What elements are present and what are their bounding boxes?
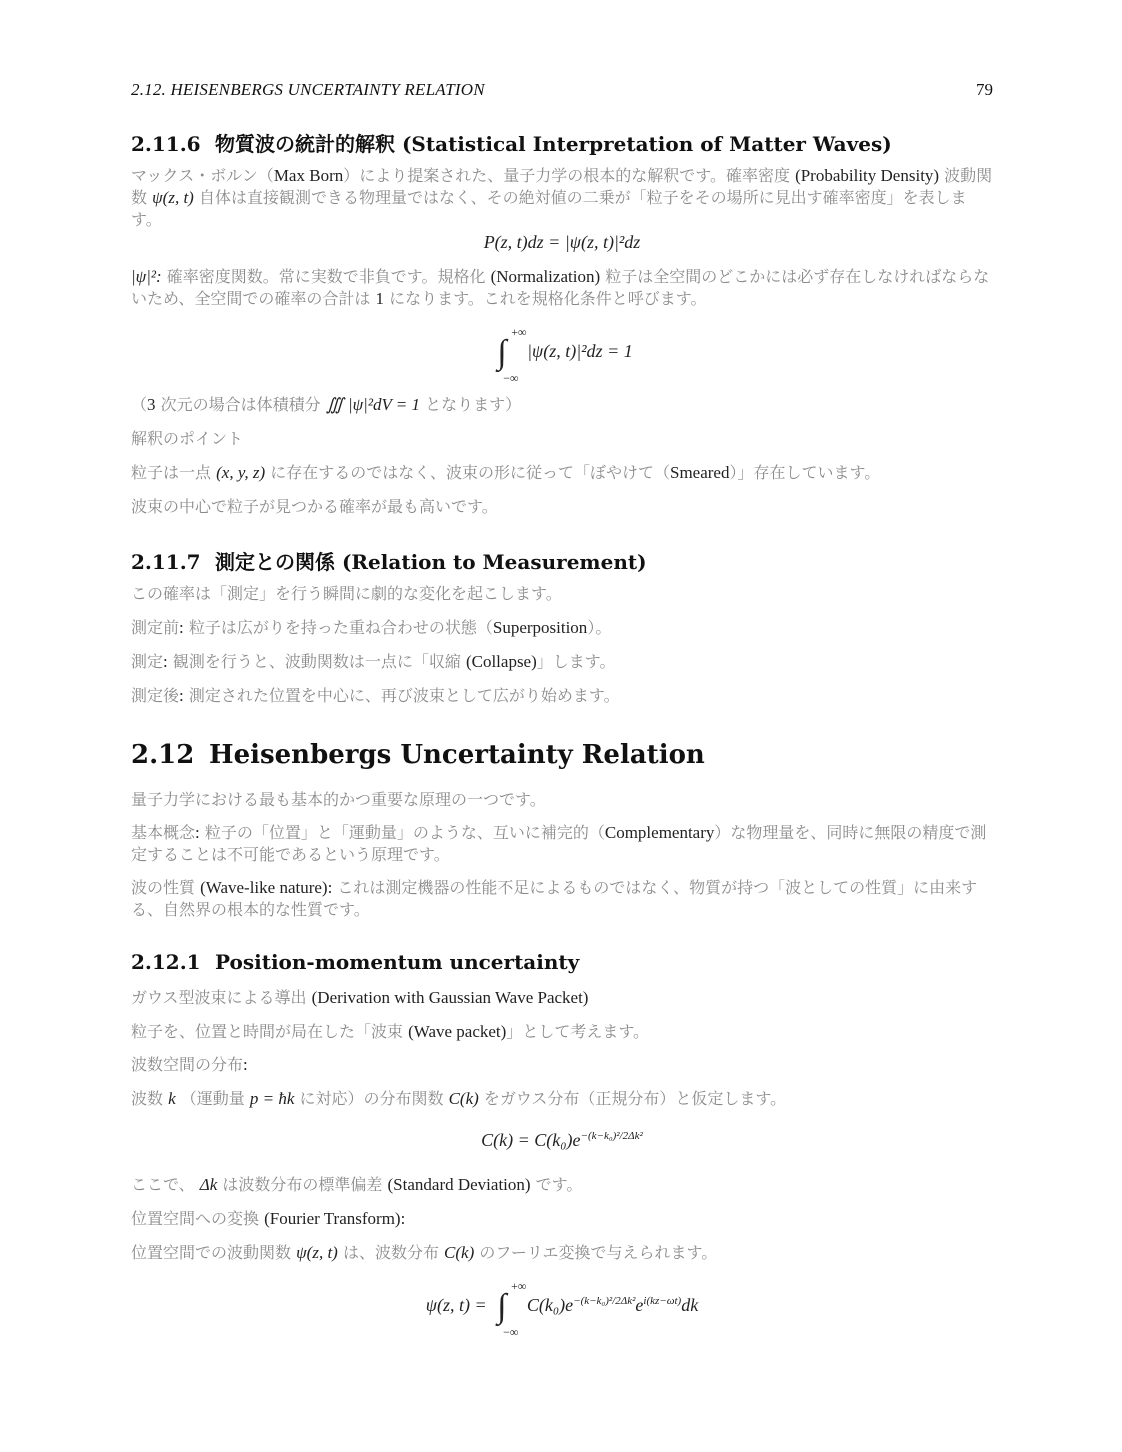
equation-text: C(k) = C(k₀)e — [481, 1130, 581, 1150]
text-en: Max Born — [273, 166, 344, 185]
text: 位置空間への変換 — [131, 1209, 260, 1228]
text: 波動関数 — [131, 166, 993, 207]
text: は、波数分布 — [342, 1243, 439, 1262]
integral-upper-limit: +∞ — [511, 325, 527, 339]
running-title: 2.12. HEISENBERGS UNCERTAINTY RELATION — [131, 80, 485, 99]
text: 波数空間の分布 — [131, 1055, 244, 1074]
text: となります） — [425, 395, 522, 414]
text: に対応）の分布関数 — [299, 1089, 444, 1108]
text: 測定前 — [131, 618, 180, 637]
equation-fourier-integral — [131, 1279, 993, 1339]
text: 基本概念 — [131, 823, 196, 842]
text: 粒子は広がりを持った重ね合わせの状態（ — [188, 618, 493, 637]
text: （ — [131, 395, 148, 414]
heading-2-11-6 — [131, 128, 993, 157]
text: のフーリエ変換で与えられます。 — [479, 1243, 718, 1262]
heading-text: 物質波の統計的解釈 (Statistical Interpretation of Matter Waves) — [215, 132, 892, 156]
heading-number: 2.11.6 — [131, 132, 201, 156]
paragraph-wavenumber-space — [131, 1054, 993, 1076]
text-en: : — [163, 652, 168, 671]
text: 観測を行うと、波動関数は一点に「収縮 — [172, 652, 461, 671]
text: に存在するのではなく、波束の形に従って「ぼやけて（ — [270, 463, 670, 482]
paragraph-distribution-function — [131, 1088, 993, 1110]
text-en: (Fourier Transform): — [264, 1209, 406, 1228]
math-inline: k — [168, 1089, 176, 1108]
text-en: (Derivation with Gaussian Wave Packet) — [311, 988, 589, 1007]
math-inline: C(k) — [448, 1089, 479, 1108]
text: ）。 — [587, 618, 612, 637]
heading-number: 2.12.1 — [131, 950, 201, 974]
paragraph-position-wavefunction — [131, 1242, 993, 1264]
page-number: 79 — [976, 80, 993, 99]
text: 」します。 — [536, 652, 616, 671]
math-inline: (x, y, z) — [216, 463, 266, 482]
paragraph-born — [131, 165, 993, 231]
text: ここで、 — [131, 1175, 195, 1194]
text: 」として考えます。 — [506, 1022, 650, 1041]
heading-2-12 — [131, 740, 993, 770]
integral-sign: ∫ +∞ −∞ — [497, 1279, 527, 1339]
text-en: (Normalization) — [490, 267, 601, 286]
paragraph-wave-packet — [131, 1021, 993, 1043]
paragraph-3d-case — [131, 394, 993, 416]
equation-normalization — [131, 325, 993, 385]
paragraph-measurement — [131, 651, 993, 673]
integral-sign: ∫ +∞ −∞ — [497, 325, 527, 385]
text: ガウス型波束による導出 — [131, 988, 307, 1007]
paragraph-normalization — [131, 266, 993, 310]
equation-lhs: ψ(z, t) = — [425, 1295, 487, 1316]
equation-text: |ψ(z, t)|²dz = 1 — [527, 341, 633, 362]
equation-text: dk — [681, 1295, 699, 1316]
text: ）」存在しています。 — [729, 463, 881, 482]
paragraph-smeared — [131, 462, 993, 484]
paragraph-fundamental-principle: 量子力学における最も基本的かつ重要な原理の一つです。 — [131, 790, 546, 809]
integral-upper-limit: +∞ — [511, 1279, 527, 1293]
text-en: : — [179, 618, 184, 637]
math-inline: |ψ|²: — [131, 267, 162, 286]
equation-text: P(z, t)dz = |ψ(z, t)|²dz — [483, 232, 641, 252]
running-header — [131, 80, 993, 102]
text-en: Complementary — [604, 823, 715, 842]
paragraph-gaussian-derivation — [131, 987, 993, 1009]
paragraph-packet-center: 波束の中心で粒子が見つかる確率が最も高いです。 — [131, 497, 498, 516]
text-en: : — [179, 686, 184, 705]
text: になります。これを規格化条件と呼びます。 — [389, 289, 707, 308]
text-en: (Collapse) — [465, 652, 537, 671]
text-en: (Wave packet) — [408, 1022, 507, 1041]
math-inline: p = ħk — [249, 1089, 295, 1108]
text: 粒子を、位置と時間が局在した「波束 — [131, 1022, 404, 1041]
text: 測定された位置を中心に、再び波束として広がり始めます。 — [188, 686, 620, 705]
text: ）な物理量を、同時に無限の精度で測定することは不可能であるという原理です。 — [131, 823, 987, 864]
math-inline: ∭ |ψ|²dV = 1 — [325, 395, 420, 414]
text: 粒子の「位置」と「運動量」のような、互いに補完的（ — [204, 823, 605, 842]
text-en: (Standard Deviation) — [387, 1175, 531, 1194]
heading-text: Position-momentum uncertainty — [215, 950, 580, 974]
text: 確率密度関数。常に実数で非負です。規格化 — [166, 267, 486, 286]
text: 次元の場合は体積積分 — [160, 395, 321, 414]
text: 測定後 — [131, 686, 180, 705]
text: これは測定機器の性能不足によるものではなく、物質が持つ「波としての性質」に由来する、自然界の根本的な性質です。 — [131, 878, 978, 919]
integral-lower-limit: −∞ — [503, 371, 519, 385]
text: 自体は直接観測できる物理量ではなく、その絶対値の二乗が「粒子をその場所に見出す確率密度」を表します。 — [131, 188, 967, 229]
paragraph-fourier-transform — [131, 1208, 993, 1230]
paragraph-interpretation-points: 解釈のポイント — [131, 429, 244, 448]
text: （運動量 — [180, 1089, 245, 1108]
math-inline: Δk — [199, 1175, 218, 1194]
text: 測定 — [131, 652, 164, 671]
text: 波数 — [131, 1089, 164, 1108]
text-en: : — [195, 823, 200, 842]
heading-number: 2.11.7 — [131, 550, 201, 574]
equation-text: C(k₀)e — [526, 1295, 574, 1316]
paragraph-wave-nature — [131, 877, 993, 921]
text-en: Smeared — [669, 463, 730, 482]
text-en: 1 — [375, 289, 384, 308]
paragraph-after-measurement — [131, 685, 993, 707]
text-en: Superposition — [492, 618, 588, 637]
text-en: 3 — [147, 395, 156, 414]
equation-gaussian — [131, 1130, 993, 1151]
paragraph-measurement-change: この確率は「測定」を行う瞬間に劇的な変化を起こします。 — [131, 584, 562, 603]
paragraph-basic-concept — [131, 822, 993, 866]
text: マックス・ボルン（ — [131, 166, 274, 185]
integral-lower-limit: −∞ — [503, 1325, 519, 1339]
heading-text: Heisenbergs Uncertainty Relation — [209, 740, 705, 770]
equation-exponent: i(kz−ωt) — [643, 1295, 682, 1308]
text: をガウス分布（正規分布）と仮定します。 — [483, 1089, 787, 1108]
text-en: (Wave-like nature): — [200, 878, 333, 897]
text: ）により提案された、量子力学の根本的な解釈です。確率密度 — [343, 166, 790, 185]
equation-text: e — [635, 1295, 644, 1316]
math-inline: ψ(z, t) — [152, 188, 194, 207]
text: 粒子は一点 — [131, 463, 212, 482]
heading-number: 2.12 — [131, 740, 195, 770]
text: 波の性質 — [131, 878, 196, 897]
heading-2-12-1 — [131, 950, 993, 974]
equation-exponent: −(k−k₀)²/2Δk² — [580, 1130, 643, 1142]
math-inline: ψ(z, t) — [296, 1243, 338, 1262]
text: は波数分布の標準偏差 — [222, 1175, 383, 1194]
text: 粒子は全空間のどこかには必ず存在しなければならないため、全空間での確率の合計は — [131, 267, 990, 308]
text: 位置空間での波動関数 — [131, 1243, 292, 1262]
equation-probability-density — [131, 232, 993, 253]
text-en: : — [243, 1055, 248, 1074]
heading-2-11-7 — [131, 546, 993, 575]
equation-exponent: −(k−k₀)²/2Δk² — [573, 1295, 636, 1308]
heading-text: 測定との関係 (Relation to Measurement) — [215, 550, 647, 574]
paragraph-before-measurement — [131, 617, 993, 639]
text-en: (Probability Density) — [795, 166, 940, 185]
paragraph-standard-deviation — [131, 1174, 993, 1196]
text: です。 — [535, 1175, 583, 1194]
math-inline: C(k) — [444, 1243, 475, 1262]
